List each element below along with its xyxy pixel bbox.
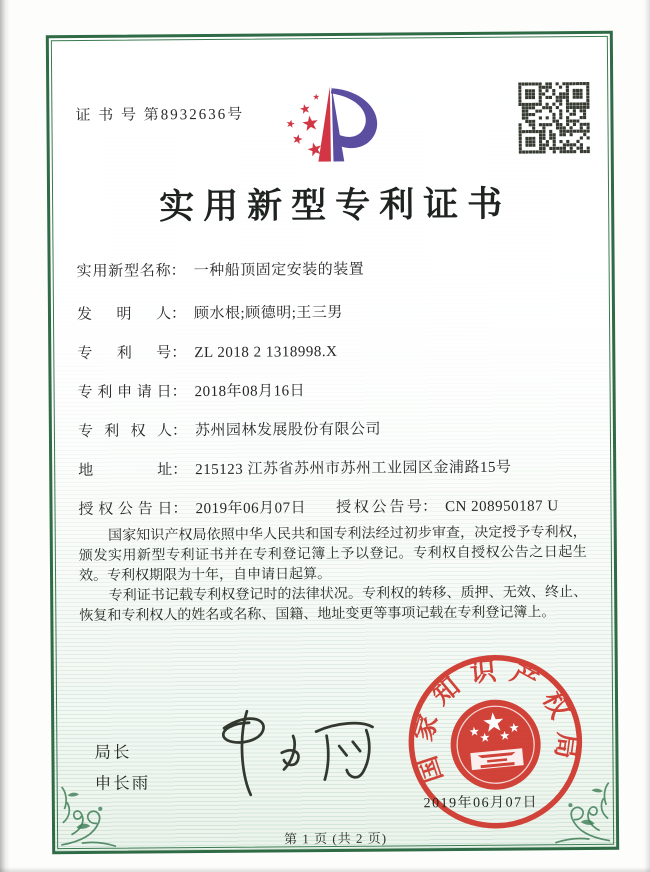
director-signature-icon — [192, 697, 403, 814]
field-row-filing-date — [78, 377, 590, 405]
legal-paragraph-1: 国家知识产权局依照中华人民共和国专利法经过初步审查，决定授予专利权，颁发实用新型专利证书并在专利登记簿上予以登记。专利权自授权公告之日起生效。专利权期限为十年，自申请日起算。 — [78, 525, 587, 584]
field-row-patentee — [78, 416, 590, 444]
field-colon: ： — [171, 345, 187, 362]
field-row-address — [78, 455, 590, 483]
field-colon: ： — [171, 384, 187, 401]
field-row-inventors — [77, 299, 589, 327]
field-value: 2018年08月16日 — [194, 383, 306, 401]
corner-ornament-left-icon — [55, 755, 150, 850]
field-colon: ： — [421, 499, 438, 516]
certificate-title: 实用新型专利证书 — [158, 184, 512, 227]
field-label: 专利号 — [77, 345, 172, 363]
field-colon: ： — [170, 306, 187, 323]
seal-date: 2019年06月07日 — [423, 795, 539, 812]
field-label: 专利申请日 — [77, 384, 172, 402]
field-value: 苏州园林发展股份有限公司 — [194, 421, 381, 440]
field-list — [77, 256, 591, 537]
field-colon: ： — [172, 462, 188, 479]
field-colon: ： — [171, 423, 187, 440]
field-row-name — [77, 256, 589, 284]
legal-text — [79, 523, 588, 627]
field-value: 2019年06月07日 — [195, 500, 307, 518]
legal-paragraph-2: 专利证书记载专利权登记时的法律状况。专利权的转移、质押、无效、终止、恢复和专利权人的姓名或名称、国籍、地址变更等事项记载在专利登记簿上。 — [79, 585, 588, 624]
field-colon: ： — [172, 501, 188, 518]
seal-text: 国家知识产权局 — [408, 655, 583, 787]
field-label: 地址 — [78, 462, 173, 479]
field-row-grant-date — [78, 494, 590, 522]
scan-edge-shadow-left — [0, 0, 10, 872]
field-label: 专利权人 — [77, 423, 172, 440]
grant-number-label: 授权公告号 — [335, 499, 423, 516]
field-row-patent-number — [77, 338, 589, 366]
field-value: 顾水根;顾德明;王三男 — [193, 304, 343, 323]
qr-code — [518, 82, 591, 155]
field-label: 实用新型名称 — [76, 263, 171, 281]
field-value: ZL 2018 2 1318998.X — [194, 343, 338, 362]
cnipa-patent-logo-icon — [278, 81, 391, 174]
director-name: 申长雨 — [94, 774, 151, 793]
grant-number-value: CN 208950187 U — [444, 498, 559, 516]
field-label: 发明人 — [76, 306, 172, 324]
scan-edge-shadow-right — [644, 0, 650, 872]
field-label: 授权公告日 — [78, 501, 173, 518]
certificate-frame — [46, 31, 619, 854]
grant-number-pair — [336, 498, 559, 516]
page-number: 第 1 页 (共 2 页) — [284, 830, 388, 847]
field-colon: ： — [170, 263, 186, 280]
director-title: 局长 — [94, 743, 132, 762]
scan-edge-shadow-bottom — [0, 867, 650, 872]
field-value: 一种船顶固定安装的装置 — [193, 261, 365, 280]
field-value: 215123 江苏省苏州市苏州工业园区金浦路15号 — [195, 459, 512, 479]
certificate-number: 证 书 号 第8932636号 — [75, 106, 245, 125]
